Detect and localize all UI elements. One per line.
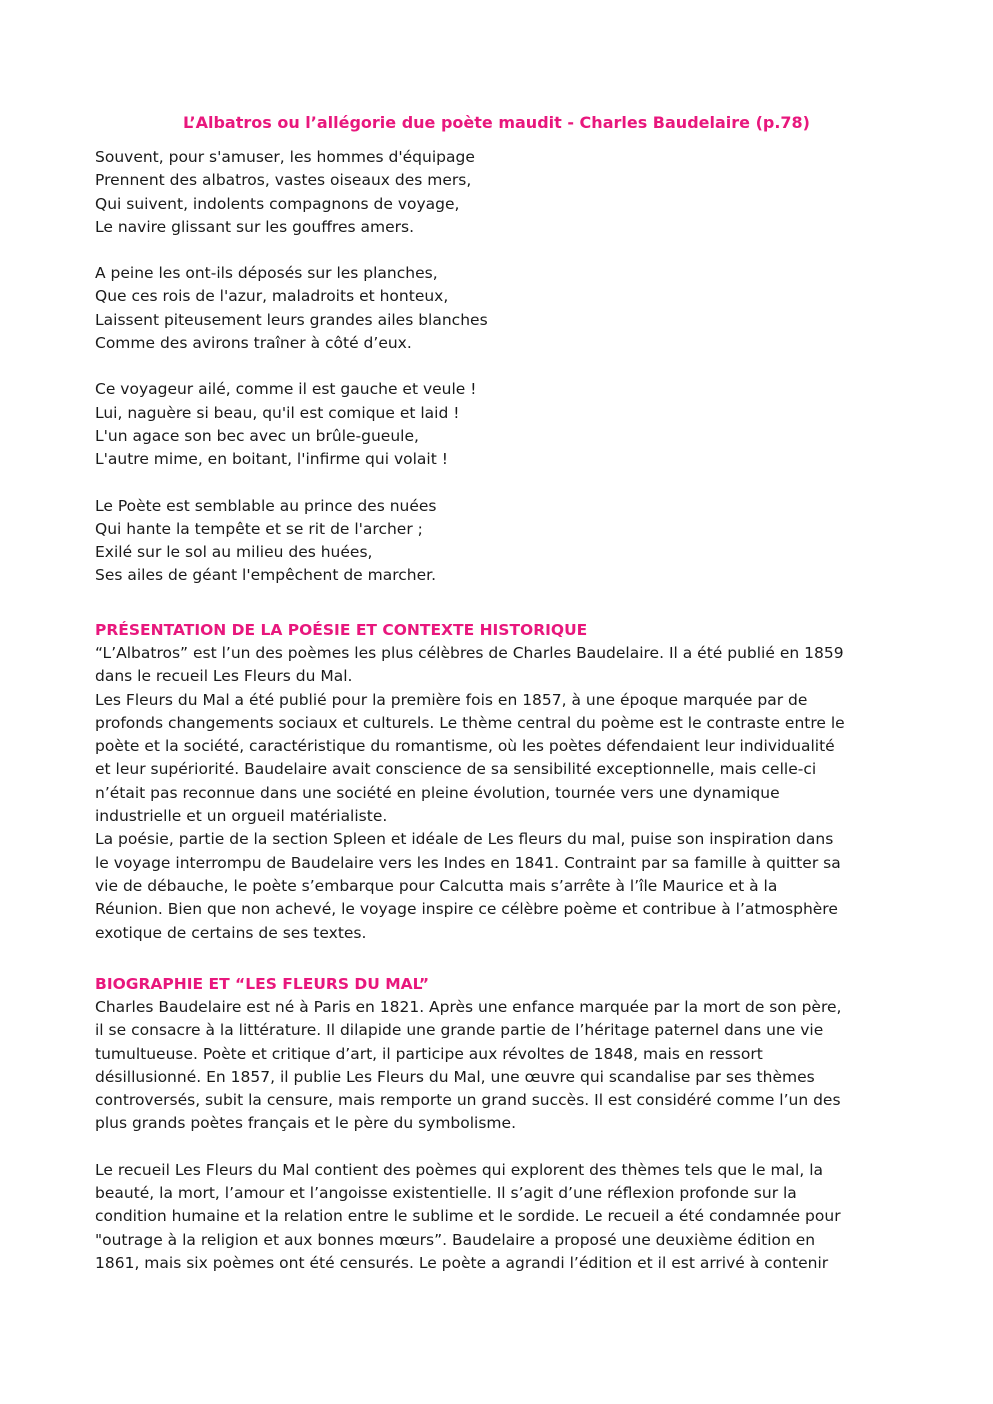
paragraph-line: il se consacre à la littérature. Il dilapide une grande partie de l’héritage paternel dans une vie [95, 1021, 824, 1040]
paragraph-line: tumultueuse. Poète et critique d’art, il participe aux révoltes de 1848, mais en ressort [95, 1044, 763, 1063]
paragraph-line: Réunion. Bien que non achevé, le voyage inspire ce célèbre poème et contribue à l’atmosphère [95, 900, 838, 919]
paragraph-line: La poésie, partie de la section Spleen et idéale de Les fleurs du mal, puise son inspiration dans [95, 830, 834, 849]
paragraph-line: Charles Baudelaire est né à Paris en 1821. Après une enfance marquée par la mort de son père, [95, 998, 842, 1016]
poem [95, 146, 895, 611]
paragraph-line: vie de débauche, le poète s’embarque pour Calcutta mais s’arrête à l’île Maurice et à la [95, 876, 778, 895]
paragraph-line: n’était pas reconnue dans une société en pleine évolution, tournée vers une dynamique [95, 783, 780, 802]
paragraph-line: condition humaine et la relation entre le sublime et le sordide. Le recueil a été condamnée pour [95, 1207, 841, 1226]
paragraph-line: 1861, mais six poèmes ont été censurés. Le poète a agrandi l’édition et il est arrivé à contenir [95, 1253, 829, 1272]
paragraph-line: plus grands poètes français et le père du symbolisme. [95, 1114, 516, 1133]
verse-line: Comme des avirons traîner à côté d’eux. [95, 334, 412, 353]
verse-line: Lui, naguère si beau, qu'il est comique et laid ! [95, 403, 460, 422]
paragraph-line: industrielle et un orgueil matérialiste. [95, 807, 388, 826]
verse-line: Que ces rois de l'azur, maladroits et honteux, [95, 287, 449, 306]
paragraph-line: poète et la société, caractéristique du romantisme, où les poètes défendaient leur individualité [95, 737, 835, 756]
paragraph-line: Les Fleurs du Mal a été publié pour la première fois en 1857, à une époque marquée par de [95, 690, 808, 709]
paragraph-line: beauté, la mort, l’amour et l’angoisse existentielle. Il s’agit d’une réflexion profonde sur la [95, 1184, 797, 1203]
verse-line: Prennent des albatros, vastes oiseaux des mers, [95, 171, 472, 190]
verse-line: Le navire glissant sur les gouffres amers. [95, 217, 414, 236]
page-title: L’Albatros ou l’allégorie due poète maudit - Charles Baudelaire (p.78) [182, 112, 810, 132]
verse-line: A peine les ont-ils déposés sur les planches, [95, 264, 438, 283]
stanza-2 [95, 262, 895, 355]
verse-line: L'un agace son bec avec un brûle-gueule, [95, 426, 419, 445]
paragraph-line: controversés, subit la censure, mais remporte un grand succès. Il est considéré comme l’un des [95, 1091, 841, 1110]
section-heading-biographie: BIOGRAPHIE ET “LES FLEURS DU MAL” [95, 975, 430, 993]
stanza-4 [95, 495, 895, 588]
paragraph-line: dans le recueil Les Fleurs du Mal. [95, 667, 353, 686]
verse-line: Le Poète est semblable au prince des nuées [95, 496, 437, 515]
stanza-1 [95, 146, 895, 239]
section-heading-presentation: PRÉSENTATION DE LA POÉSIE ET CONTEXTE HISTORIQUE [95, 621, 588, 639]
paragraph-line: exotique de certains de ses textes. [95, 923, 367, 942]
paragraph-line: désillusionné. En 1857, il publie Les Fleurs du Mal, une œuvre qui scandalise par ses thèmes [95, 1067, 815, 1086]
verse-line: Ce voyageur ailé, comme il est gauche et veule ! [95, 380, 477, 399]
verse-line: Souvent, pour s'amuser, les hommes d'équipage [95, 148, 475, 166]
paragraph-line: "outrage à la religion et aux bonnes mœurs”. Baudelaire a proposé une deuxième édition en [95, 1230, 816, 1249]
paragraph-gap [95, 1136, 900, 1159]
paragraph-line: Le recueil Les Fleurs du Mal contient des poèmes qui explorent des thèmes tels que le mal, la [95, 1160, 824, 1179]
verse-line: Qui suivent, indolents compagnons de voyage, [95, 194, 460, 213]
paragraph-line: profonds changements sociaux et culturels. Le thème central du poème est le contraste entre le [95, 713, 845, 732]
verse-line: Qui hante la tempête et se rit de l'archer ; [95, 519, 423, 538]
verse-line: L'autre mime, en boitant, l'infirme qui volait ! [95, 450, 448, 469]
verse-line: Exilé sur le sol au milieu des huées, [95, 543, 373, 562]
section-biographie [95, 972, 900, 1275]
verse-line: Laissent piteusement leurs grandes ailes blanches [95, 310, 488, 329]
paragraph-line: “L’Albatros” est l’un des poèmes les plus célèbres de Charles Baudelaire. Il a été publié en 1859 [95, 644, 844, 662]
stanza-3 [95, 378, 895, 471]
section-presentation [95, 618, 900, 945]
paragraph-line: et leur supériorité. Baudelaire avait conscience de sa sensibilité exceptionnelle, mais celle-ci [95, 760, 817, 779]
paragraph-line: le voyage interrompu de Baudelaire vers les Indes en 1841. Contraint par sa famille à quitter sa [95, 853, 841, 872]
verse-line: Ses ailes de géant l'empêchent de marcher. [95, 566, 437, 585]
